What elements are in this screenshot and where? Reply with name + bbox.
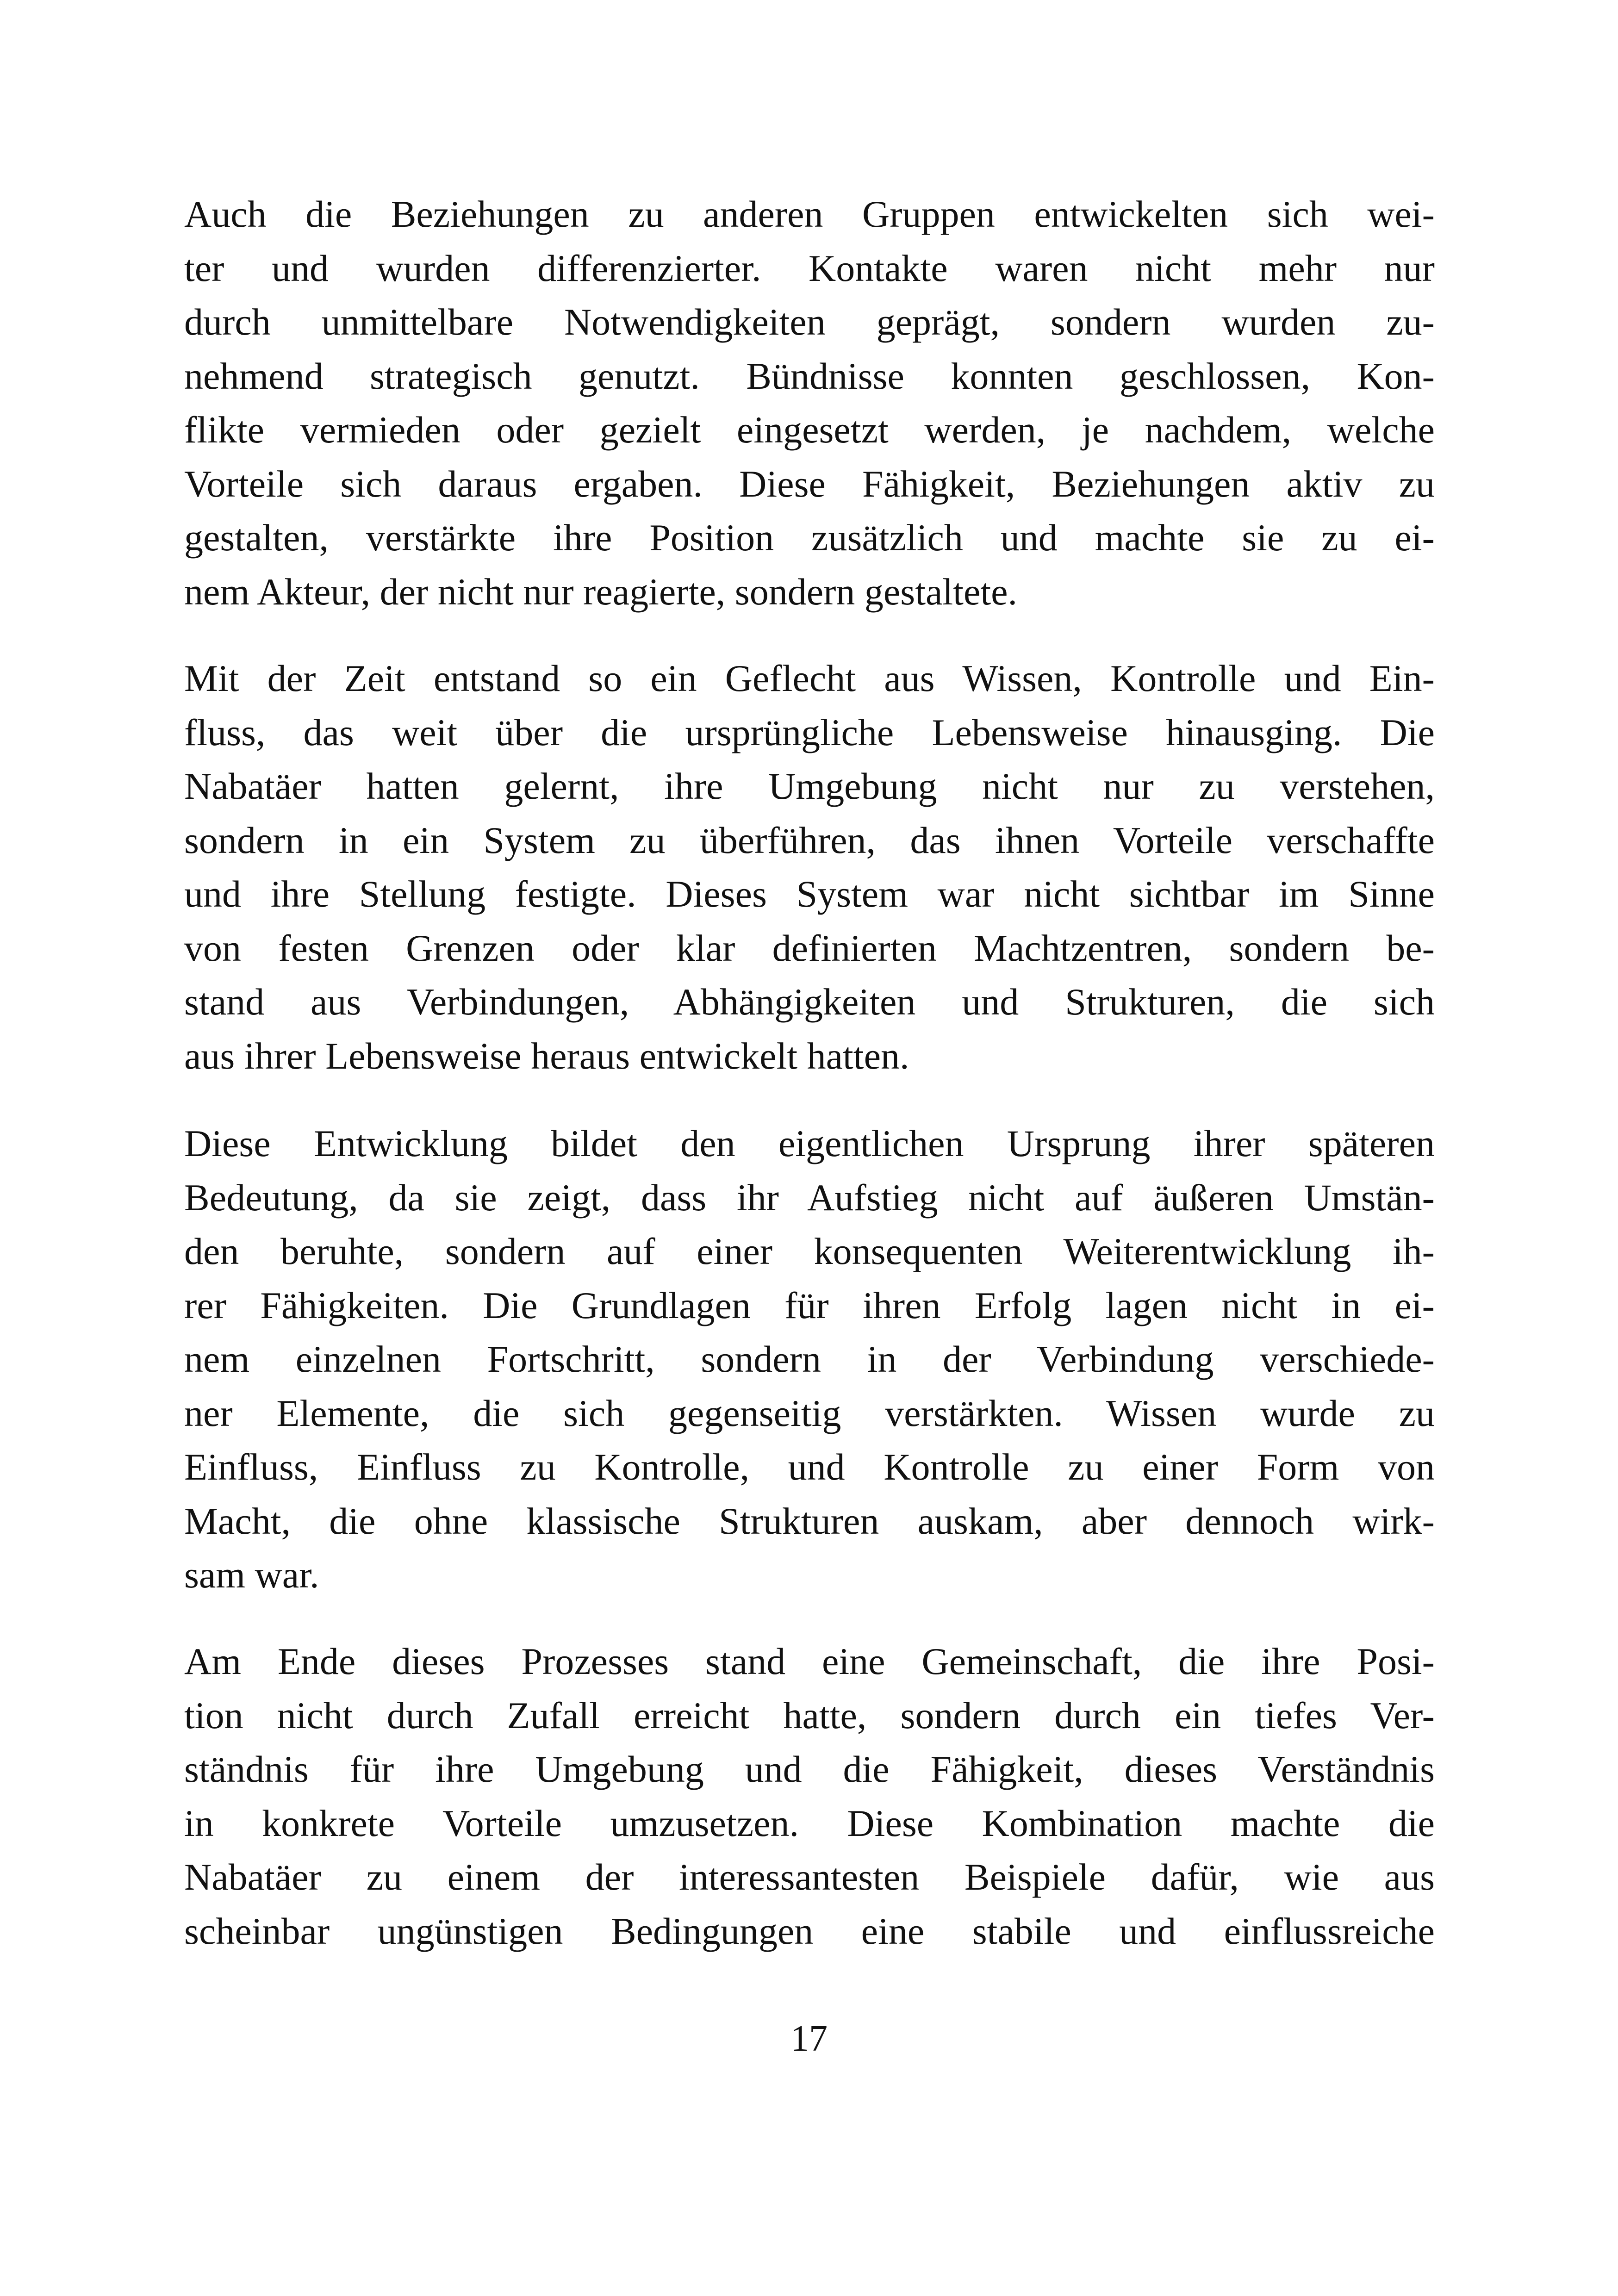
- text-line: in konkrete Vorteile umzusetzen. Diese Kombination machte die: [184, 1802, 1435, 1844]
- text-line: den beruhte, sondern auf einer konsequenten Weiterentwicklung ih-: [184, 1230, 1435, 1272]
- text-line: Vorteile sich daraus ergaben. Diese Fähigkeit, Beziehungen aktiv zu: [184, 462, 1435, 505]
- text-line: Nabatäer hatten gelernt, ihre Umgebung nicht nur zu verstehen,: [184, 765, 1435, 807]
- text-line: ner Elemente, die sich gegenseitig verstärkten. Wissen wurde zu: [184, 1392, 1435, 1434]
- text-line: Am Ende dieses Prozesses stand eine Gemeinschaft, die ihre Posi-: [184, 1640, 1435, 1682]
- text-line: ter und wurden differenzierter. Kontakte waren nicht mehr nur: [184, 247, 1435, 289]
- text-line: scheinbar ungünstigen Bedingungen eine stabile und einflussreiche: [184, 1910, 1435, 1952]
- text-line: sam war.: [184, 1554, 319, 1596]
- text-line: gestalten, verstärkte ihre Position zusätzlich und machte sie zu ei-: [184, 516, 1435, 559]
- text-line: ständnis für ihre Umgebung und die Fähigkeit, dieses Verständnis: [184, 1748, 1435, 1790]
- text-line: nem einzelnen Fortschritt, sondern in der Verbindung verschiede-: [184, 1338, 1435, 1380]
- text-line: durch unmittelbare Notwendigkeiten geprägt, sondern wurden zu-: [184, 301, 1435, 343]
- text-line: Auch die Beziehungen zu anderen Gruppen entwickelten sich wei-: [184, 193, 1435, 235]
- paragraph-2: [184, 652, 1435, 1083]
- text-line: und ihre Stellung festigte. Dieses System war nicht sichtbar im Sinne: [184, 873, 1435, 915]
- text-line: Diese Entwicklung bildet den eigentlichen Ursprung ihrer späteren: [184, 1122, 1435, 1164]
- text-line: nem Akteur, der nicht nur reagierte, sondern gestaltete.: [184, 570, 1018, 613]
- text-line: von festen Grenzen oder klar definierten Machtzentren, sondern be-: [184, 927, 1435, 969]
- text-line: sondern in ein System zu überführen, das ihnen Vorteile verschaffte: [184, 819, 1435, 861]
- text-line: aus ihrer Lebensweise heraus entwickelt hatten.: [184, 1034, 909, 1077]
- text-line: fluss, das weit über die ursprüngliche Lebensweise hinausging. Die: [184, 711, 1435, 753]
- page-number: 17: [790, 2018, 828, 2059]
- paragraph-3: [184, 1117, 1435, 1602]
- text-line: tion nicht durch Zufall erreicht hatte, sondern durch ein tiefes Ver-: [184, 1694, 1435, 1736]
- text-line: Einfluss, Einfluss zu Kontrolle, und Kontrolle zu einer Form von: [184, 1446, 1435, 1488]
- text-line: Macht, die ohne klassische Strukturen auskam, aber dennoch wirk-: [184, 1500, 1435, 1542]
- text-line: flikte vermieden oder gezielt eingesetzt werden, je nachdem, welche: [184, 409, 1435, 451]
- text-line: Mit der Zeit entstand so ein Geflecht aus Wissen, Kontrolle und Ein-: [184, 657, 1435, 699]
- text-line: Nabatäer zu einem der interessantesten Beispiele dafür, wie aus: [184, 1856, 1435, 1898]
- text-line: rer Fähigkeiten. Die Grundlagen für ihren Erfolg lagen nicht in ei-: [184, 1284, 1435, 1326]
- text-line: nehmend strategisch genutzt. Bündnisse konnten geschlossen, Kon-: [184, 355, 1435, 397]
- text-line: Bedeutung, da sie zeigt, dass ihr Aufstieg nicht auf äußeren Umstän-: [184, 1176, 1435, 1219]
- text-line: stand aus Verbindungen, Abhängigkeiten und Strukturen, die sich: [184, 981, 1435, 1023]
- paragraph-4: [184, 1635, 1435, 1958]
- paragraph-1: [184, 187, 1435, 619]
